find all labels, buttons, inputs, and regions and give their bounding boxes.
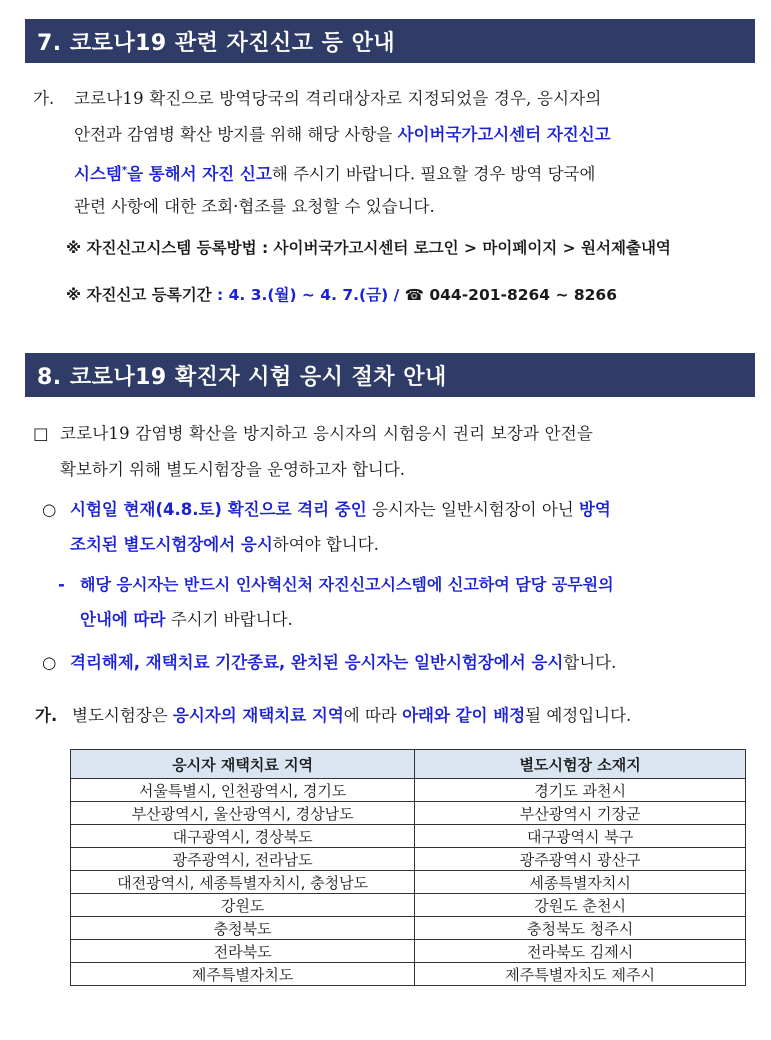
bullet-circle-1: ○: [42, 500, 57, 519]
text: 응시자는 일반시험장이 아닌: [366, 500, 579, 519]
cell-venue: 부산광역시 기장군: [415, 802, 746, 825]
bullet2-line: [70, 645, 616, 681]
highlight-isolated: 시험일 현재(4.8.토) 확진으로 격리 중인: [70, 500, 367, 519]
dash-marker: -: [58, 575, 65, 594]
section-8-title: 8. 코로나19 확진자 시험 응시 절차 안내: [25, 353, 755, 397]
note-label: ※ 자진신고 등록기간: [66, 286, 218, 304]
cell-region: 광주광역시, 전라남도: [71, 848, 415, 871]
ga-line: [72, 698, 631, 734]
dash-line2: [80, 602, 293, 638]
phone-number: 044-201-8264 ~ 8266: [423, 286, 617, 304]
section-7-marker: 가.: [33, 89, 55, 108]
highlight-guidance: 안내에 따라: [80, 610, 166, 629]
header-venue: 별도시험장 소재지: [415, 750, 746, 779]
section-8-ga-marker: 가.: [35, 706, 58, 725]
cell-venue: 강원도 춘천시: [415, 894, 746, 917]
cell-venue: 광주광역시 광산구: [415, 848, 746, 871]
cell-venue: 충청북도 청주시: [415, 917, 746, 940]
text: 에 따라: [343, 706, 403, 725]
table-row: [71, 871, 746, 894]
text: 합니다.: [563, 653, 617, 672]
cell-region: 충청북도: [71, 917, 415, 940]
note-registration-period: [66, 283, 617, 305]
table-row: [71, 917, 746, 940]
text: 하여야 합니다.: [272, 535, 379, 554]
cell-venue: 대구광역시 북구: [415, 825, 746, 848]
table-row: [71, 802, 746, 825]
cell-region: 강원도: [71, 894, 415, 917]
section-8-intro-line1: 코로나19 감염병 확산을 방지하고 응시자의 시험응시 권리 보장과 안전을: [60, 424, 593, 443]
table-row: [71, 848, 746, 871]
header-region: 응시자 재택치료 지역: [71, 750, 415, 779]
box-marker: □: [33, 424, 49, 443]
highlight-self-report: 을 통해서 자진 신고: [127, 164, 272, 184]
cell-venue: 경기도 과천시: [415, 779, 746, 802]
section-7-para-line2: [74, 117, 611, 153]
dash-line1: 해당 응시자는 반드시 인사혁신처 자진신고시스템에 신고하여 담당 공무원의: [80, 575, 614, 594]
text: 별도시험장은: [72, 706, 173, 725]
highlight-region: 응시자의 재택치료 지역: [172, 706, 344, 725]
note-dates: : 4. 3.(월) ~ 4. 7.(금) /: [217, 286, 405, 304]
section-7-para-line3: [74, 153, 595, 193]
text: 안전과 감염병 확산 방지를 위해 해당 사항을: [74, 125, 398, 144]
highlight-system-name: 사이버국가고시센터 자진신고: [397, 125, 611, 144]
highlight-separate-venue: 조치된 별도시험장에서 응시: [70, 535, 273, 554]
cell-region: 제주특별자치도: [71, 963, 415, 986]
highlight-system: 시스템: [74, 164, 122, 184]
section-7-title: 7. 코로나19 관련 자진신고 등 안내: [25, 19, 755, 63]
table-row: [71, 940, 746, 963]
table-header-row: [71, 750, 746, 779]
bullet1-line1: [70, 492, 611, 528]
table-row: [71, 894, 746, 917]
text: 해 주시기 바랍니다. 필요할 경우 방역 당국에: [271, 164, 596, 184]
footnote-star: *: [121, 165, 128, 176]
cell-region: 대전광역시, 세종특별자치시, 충청남도: [71, 871, 415, 894]
note-registration-method: ※ 자진신고시스템 등록방법 : 사이버국가고시센터 로그인 > 마이페이지 > 원서제출내역: [66, 239, 671, 257]
cell-region: 서울특별시, 인천광역시, 경기도: [71, 779, 415, 802]
phone-icon: ☎: [404, 286, 424, 304]
cell-venue: 제주특별자치도 제주시: [415, 963, 746, 986]
table-row: [71, 963, 746, 986]
cell-venue: 세종특별자치시: [415, 871, 746, 894]
table-row: [71, 779, 746, 802]
section-7-para-line4: 관련 사항에 대한 조회·협조를 요청할 수 있습니다.: [74, 197, 435, 216]
venue-table: [70, 749, 746, 986]
text: 주시기 바랍니다.: [165, 610, 293, 629]
cell-region: 대구광역시, 경상북도: [71, 825, 415, 848]
highlight-quarantine: 방역: [578, 500, 611, 519]
section-8-intro-line2: 확보하기 위해 별도시험장을 운영하고자 합니다.: [60, 460, 406, 479]
cell-region: 부산광역시, 울산광역시, 경상남도: [71, 802, 415, 825]
bullet-circle-2: ○: [42, 653, 57, 672]
table-row: [71, 825, 746, 848]
bullet1-line2: [70, 527, 379, 563]
text: 될 예정입니다.: [525, 706, 632, 725]
section-7-para-line1: 코로나19 확진으로 방역당국의 격리대상자로 지정되었을 경우, 응시자의: [74, 89, 602, 108]
cell-venue: 전라북도 김제시: [415, 940, 746, 963]
highlight-assignment: 아래와 같이 배정: [402, 706, 526, 725]
highlight-released: 격리해제, 재택치료 기간종료, 완치된 응시자는 일반시험장에서 응시: [70, 653, 564, 672]
cell-region: 전라북도: [71, 940, 415, 963]
